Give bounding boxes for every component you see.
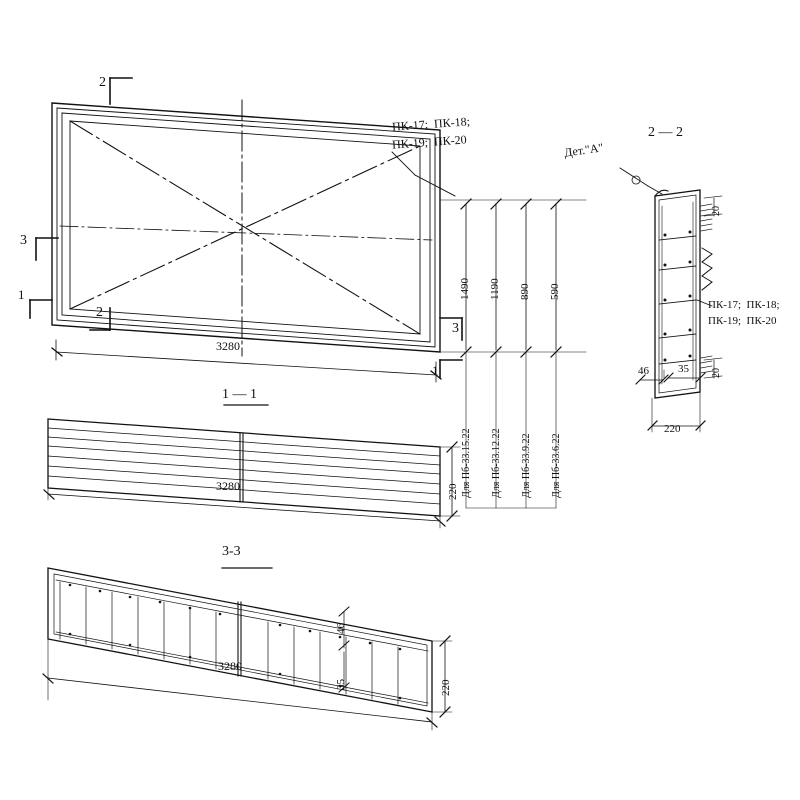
dim-view33-height: 220: [440, 679, 452, 696]
section-mark-1-left: 1: [18, 287, 25, 302]
view-title-2-2: 2 — 2: [648, 125, 683, 140]
callout-section-marks-line1: ПК-17; ПК-18;: [708, 299, 780, 311]
note-pb-33-9-22: Для Пб-33.9.22: [521, 433, 532, 498]
section-mark-1-right: 1: [432, 363, 439, 378]
callout-panel-marks-line1: ПК-17; ПК-18;: [391, 114, 471, 134]
section-mark-2-top: 2: [99, 75, 106, 90]
dim-sec-total: 220: [664, 423, 681, 435]
callout-detail-a: Дет."А": [563, 140, 605, 160]
dim-sec-20-bottom: 20: [711, 368, 722, 378]
dim-vert-1190: 1190: [489, 278, 501, 300]
view-title-3-3: 3-3: [222, 544, 241, 559]
dim-plan-length: 3280: [216, 339, 240, 353]
section-mark-2-bottom: 2: [96, 305, 103, 320]
dim-vert-590: 590: [549, 283, 561, 300]
dim-sec-46: 46: [638, 365, 649, 377]
note-pb-33-12-22: Для Пб-33.12.22: [491, 428, 502, 498]
dim-view33-length: 3280: [218, 659, 242, 673]
dim-vert-1490: 1490: [459, 278, 471, 300]
dim-sec-35: 35: [678, 363, 689, 375]
dim-view11-height: 220: [447, 483, 459, 500]
view-title-1-1: 1 — 1: [222, 387, 257, 402]
note-pb-33-6-22: Для Пб-33.6.22: [551, 433, 562, 498]
dim-view33-46: 46: [335, 623, 347, 634]
section-mark-3-right: 3: [452, 321, 459, 336]
callout-panel-marks-line2: ПК-19; ПК-20: [391, 132, 468, 152]
note-pb-33-15-22: Для Пб-33.15.22: [461, 428, 472, 498]
callout-section-marks-line2: ПК-19; ПК-20: [708, 315, 777, 327]
dim-view33-35: 35: [335, 679, 347, 690]
dim-sec-20-top: 20: [711, 206, 722, 216]
dim-view11-length: 3280: [216, 479, 240, 493]
dim-vert-890: 890: [519, 283, 531, 300]
section-mark-3-left: 3: [20, 233, 27, 248]
